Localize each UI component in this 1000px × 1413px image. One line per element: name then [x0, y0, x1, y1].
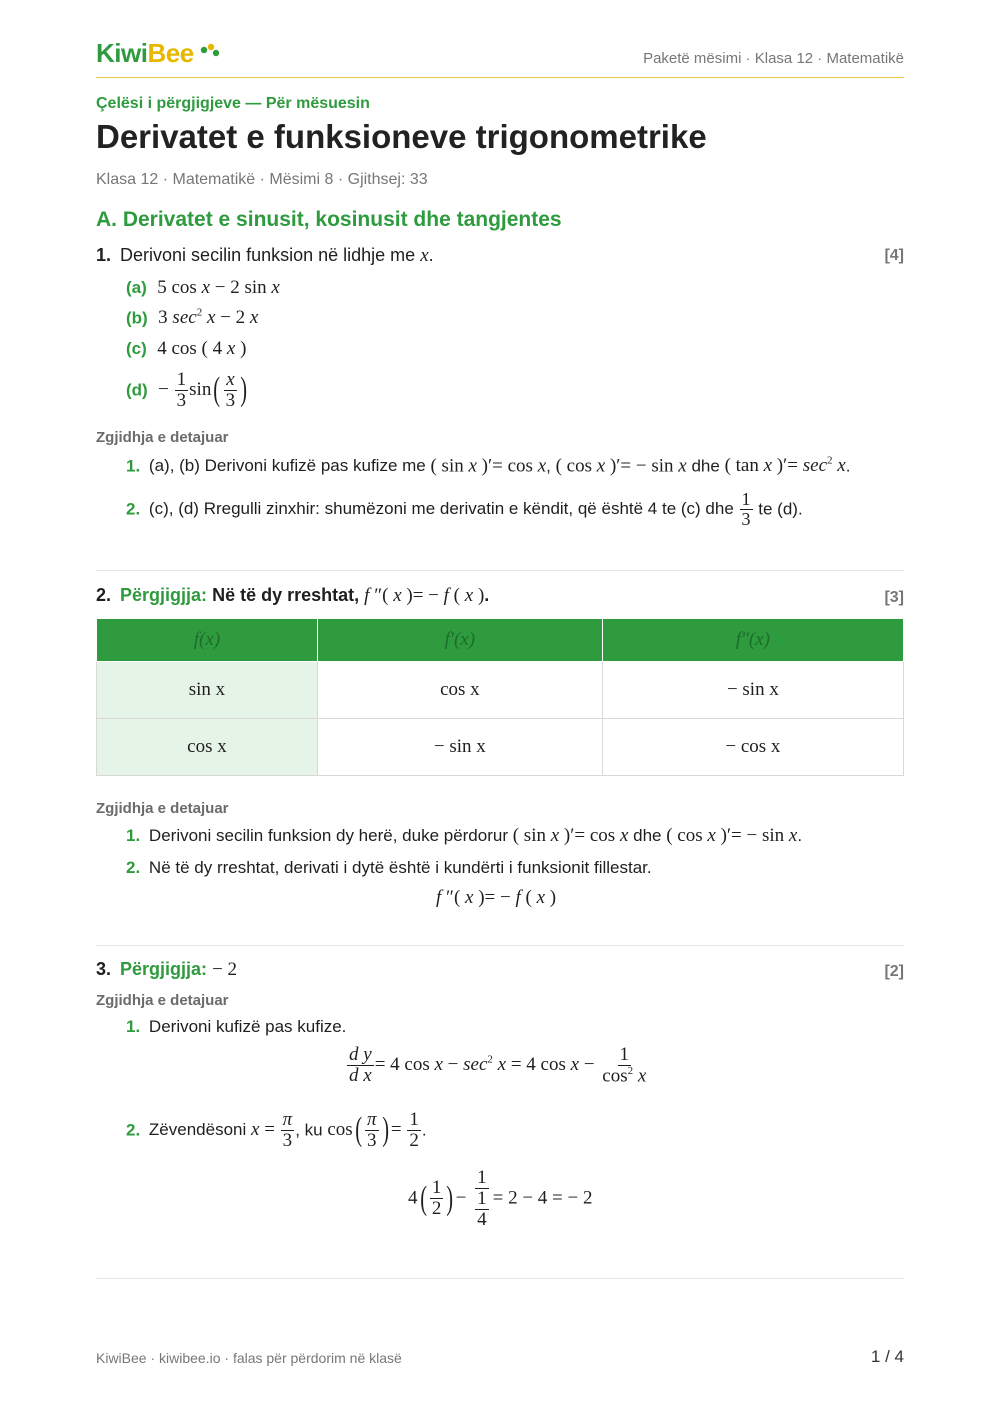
q2-step-2: 2. Në të dy rreshtat, derivati i dytë është i kundërti i funksionit fillestar.: [126, 858, 652, 877]
marks-badge: [4]: [884, 247, 904, 264]
doc-meta: Klasa 12 · Matematikë · Mësimi 8 · Gjithsej: 33: [96, 171, 428, 188]
answer-value: − 2: [212, 959, 238, 980]
doc-kicker: Çelësi i përgjigjeve — Për mësuesin: [96, 95, 370, 112]
section-a-heading: A. Derivatet e sinusit, kosinusit dhe tangjentes: [96, 208, 562, 231]
answer-label: Përgjigjja:: [120, 959, 208, 979]
q3-display-equation-1: $\frac{\text{d y}}{\text{d x}}$ = 4 $\cos x - \sec^2 x = 4$ cos x − $\frac{1}{\cos^2 x}$: [349, 1044, 647, 1087]
q3-step-1: 1. Derivoni kufizë pas kufize.: [126, 1017, 347, 1036]
table-header: f(x): [97, 619, 318, 662]
part-b: (b) 3 $\sec^2 x - 2$ x: [126, 307, 259, 329]
question-prompt: Derivoni secilin funksion në lidhje me: [120, 245, 416, 265]
question-3: [96, 959, 237, 981]
divider: [96, 570, 904, 571]
part-a: (a) 5 cos x − 2 sin x: [126, 277, 280, 298]
q1-step-2: 2. (c), (d) Rregulli zinxhir: shumëzoni me derivatin e këndit, që është 4 te (c) dhe $\frac{1}{3}$ te (d).: [126, 489, 803, 529]
question-number: 2.: [96, 585, 112, 605]
table-cell: − cos x: [602, 719, 903, 776]
detail-label: Zgjidhja e detajuar: [96, 992, 229, 1009]
divider: [96, 945, 904, 946]
table-header: f″(x): [602, 619, 903, 662]
table-cell: − sin x: [317, 719, 602, 776]
table-row: [97, 719, 904, 776]
table-cell: sin x: [97, 662, 318, 719]
divider: [96, 1278, 904, 1279]
header-breadcrumb: Paketë mësimi · Klasa 12 · Matematikë: [643, 50, 904, 67]
header-rule: [96, 77, 904, 78]
question-1: 1. Derivoni secilin funksion në lidhje me x.: [96, 245, 434, 266]
question-var: x: [420, 245, 429, 266]
detail-label: Zgjidhja e detajuar: [96, 800, 229, 817]
derivative-table: [96, 618, 904, 776]
q3-display-equation-2: 4( $\frac{1}{2}$ ) − $\frac{1}{\frac{1}{4}}$ = 2 − 4 = − 2: [408, 1167, 593, 1230]
question-2: 2. Përgjigjja: Në të dy rreshtat, f ″( x )= − f ( x ).: [96, 585, 490, 606]
q2-step-1: 1. Derivoni secilin funksion dy herë, duke përdorur ( sin x )′= cos x dhe ( cos x )′= − sin x.: [126, 825, 803, 846]
marks-badge: [2]: [884, 963, 904, 980]
marks-badge: [3]: [884, 589, 904, 606]
table-row: [97, 662, 904, 719]
footer-text: KiwiBee · kiwibee.io · falas për përdorim në klasë: [96, 1350, 402, 1366]
q2-display-equation: f ″( x )= − f ( x ): [436, 887, 557, 908]
part-c: (c) 4 cos ( 4 x ): [126, 338, 247, 359]
bee-dots-icon: [200, 42, 222, 58]
answer-label: Përgjigjja:: [120, 585, 208, 605]
question-number: 3.: [96, 959, 112, 979]
table-header: f′(x): [317, 619, 602, 662]
q1-step-1: 1. (a), (b) Derivoni kufizë pas kufize me ( sin x )′= cos x, ( cos x )′= − sin x dhe ( tan x )′= $\sec^2 x$.: [126, 455, 851, 477]
question-number: 1.: [96, 245, 112, 265]
worksheet-page: [96, 0, 904, 1413]
q3-step-2: 2. Zëvendësoni x = $\frac{\pi}{3}$ , ku cos( $\frac{\pi}{3}$ ) = $\frac{1}{2}$ .: [126, 1109, 427, 1151]
part-d: (d) − $\frac{1}{3}$ sin( $\frac{x}{3}$ ): [126, 369, 248, 411]
page-title: Derivatet e funksioneve trigonometrike: [96, 118, 707, 155]
detail-label: Zgjidhja e detajuar: [96, 429, 229, 446]
table-cell: cos x: [317, 662, 602, 719]
page-number: 1 / 4: [870, 1347, 904, 1366]
table-cell: cos x: [97, 719, 318, 776]
logo: KiwiBee: [96, 38, 222, 69]
table-cell: − sin x: [602, 662, 903, 719]
